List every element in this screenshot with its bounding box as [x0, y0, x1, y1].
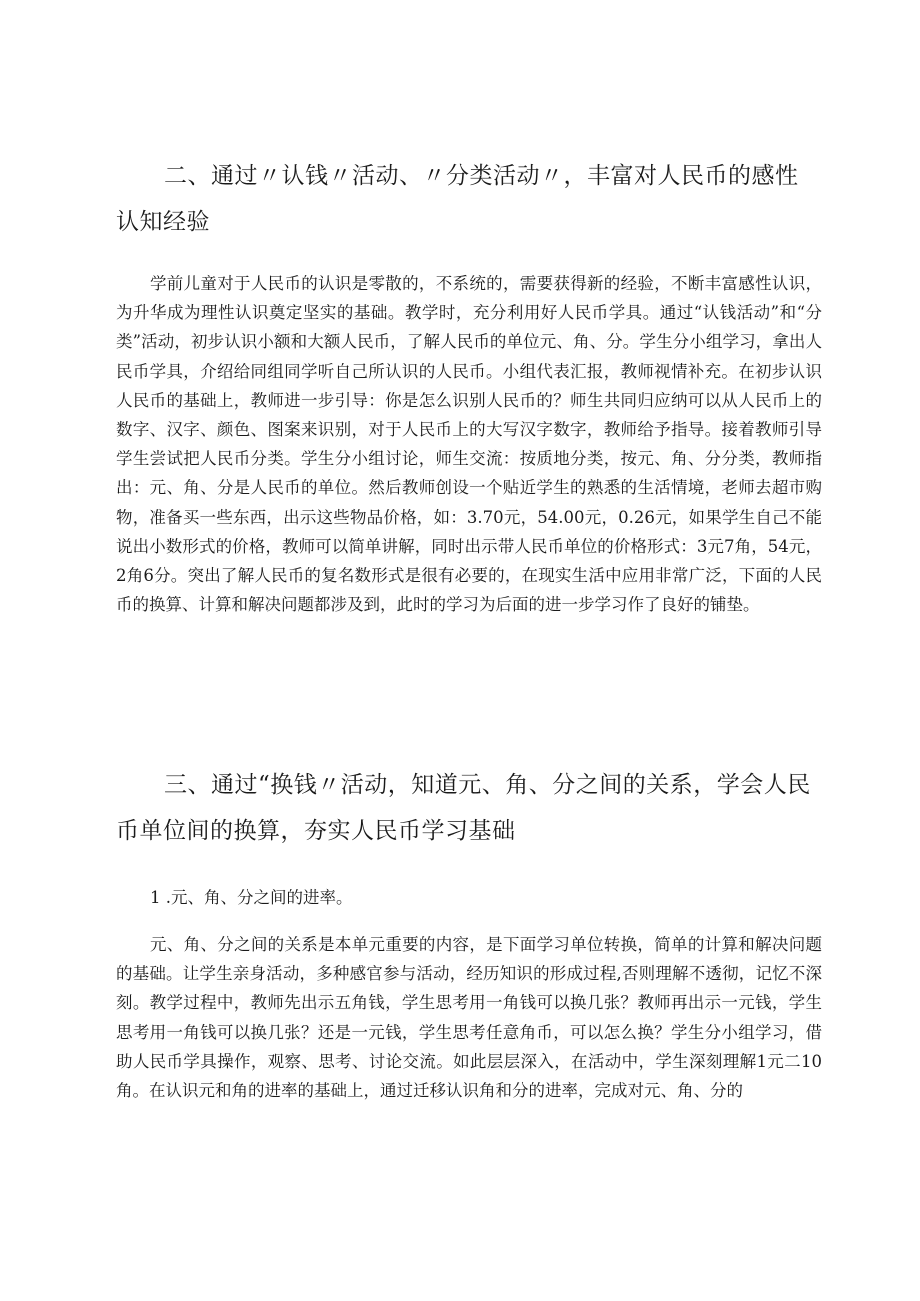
subsection-1-paragraph: 元、角、分之间的关系是本单元重要的内容，是下面学习单位转换，简单的计算和解决问题的基础。让学生亲身活动，多种感官参与活动，经历知识的形成过程,否则理解不透彻，记忆不深刻。教学过程中，教师先出示五角钱，学生思考用一角钱可以换几张？教师再出示一元钱，学生思考用一角钱可以换几张？还是一元钱，学生思考任意角币，可以怎么换？学生分小组学习，借助人民币学具操作，观察、思考、讨论交流。如此层层深入，在活动中，学生深刻理解1元二10角。在认识元和角的进率的基础上，通过迁移认识角和分的进率，完成对元、角、分的 [116, 935, 822, 1101]
subsection-1-title: 1 .元、角、分之间的进率。 [150, 888, 353, 907]
section-3-heading: 三、通过“换钱〃活动，知道元、角、分之间的关系，学会人民币单位间的换算，夯实人民币学习基础 [116, 772, 811, 844]
section-2-paragraph: 学前儿童对于人民币的认识是零散的，不系统的，需要获得新的经验，不断丰富感性认识，为升华成为理性认识奠定坚实的基础。教学时，充分利用好人民币学具。通过“认钱活动”和“分类”活动，初步认识小额和大额人民币，了解人民币的单位元、角、分。学生分小组学习，拿出人民币学具，介绍给同组同学听自己所认识的人民币。小组代表汇报，教师视情补充。在初步认识人民币的基础上，教师进一步引导：你是怎么识别人民币的？师生共同归应纳可以从人民币上的数字、汉字、颜色、图案来识别，对于人民币上的大写汉字数字，教师给予指导。接着教师引导学生尝试把人民币分类。学生分小组讨论，师生交流：按质地分类，按元、角、分分类，教师指出：元、角、分是人民币的单位。然后教师创设一个贴近学生的熟悉的生活情境，老师去超市购物，准备买一些东西，出示这些物品价格，如：3.70元，54.00元，0.26元，如果学生自己不能说出小数形式的价格，教师可以简单讲解，同时出示带人民币单位的价格形式：3元7角，54元，2角6分。突出了解人民币的复名数形式是很有必要的，在现实生活中应用非常广泛，下面的人民币的换算、计算和解决问题都涉及到，此时的学习为后面的进一步学习作了良好的铺垫。 [116, 274, 822, 615]
section-2-heading: 二、通过〃认钱〃活动、〃分类活动〃，丰富对人民币的感性认知经验 [116, 163, 799, 235]
